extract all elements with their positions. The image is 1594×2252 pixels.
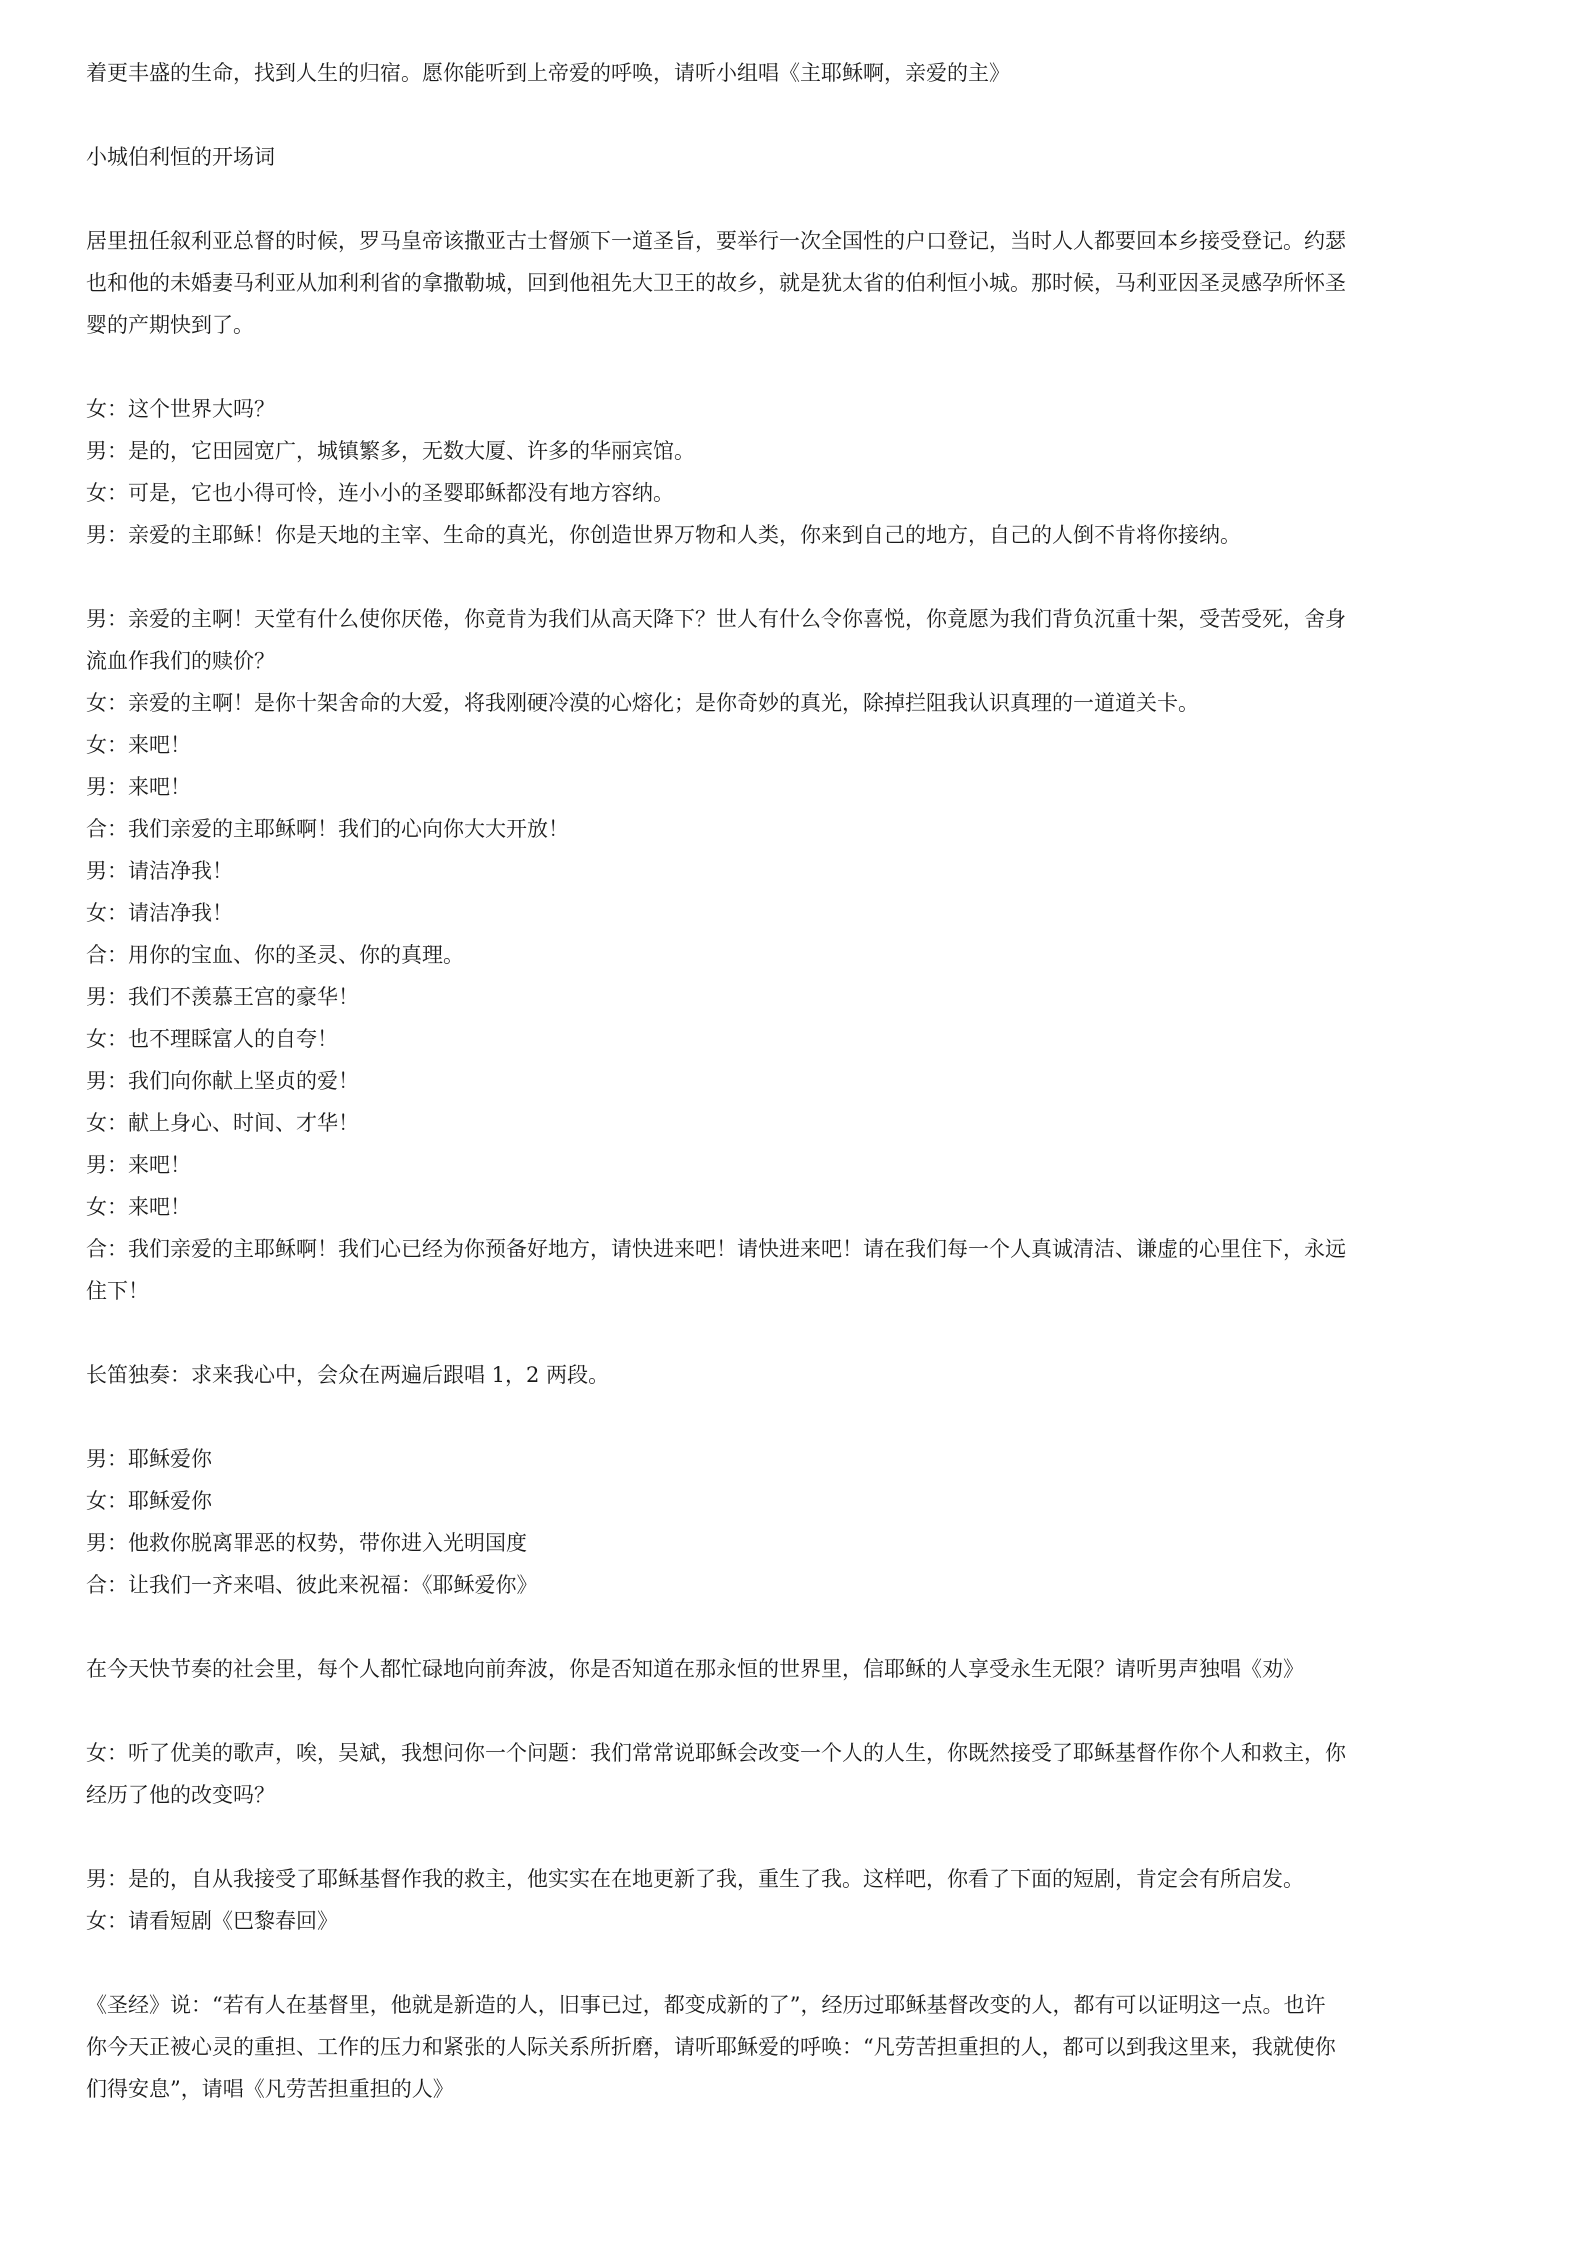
dialogue-line: 流血作我们的赎价？: [86, 649, 275, 673]
dialogue-line: 男：亲爱的主啊！天堂有什么使你厌倦，你竟肯为我们从高天降下？世人有什么令你喜悦，你竟愿为我们背负沉重十架，受苦受死，舍身: [86, 607, 1346, 631]
flute-solo-line: 长笛独奏：求来我心中，会众在两遍后跟唱 1，2 两段。: [86, 1363, 610, 1387]
dialogue-line: 男：是的，它田园宽广，城镇繁多，无数大厦、许多的华丽宾馆。: [86, 439, 695, 463]
dialogue-line: 女：来吧！: [86, 1195, 191, 1219]
section-title: 小城伯利恒的开场词: [86, 145, 275, 169]
dialogue-block-3: [86, 1438, 1514, 1606]
dialogue-line: 男：我们向你献上坚贞的爱！: [86, 1069, 359, 1093]
scripture-paragraph: [86, 1984, 1514, 2110]
scripture-line: 《圣经》说：“若有人在基督里，他就是新造的人，旧事已过，都变成新的了”，经历过耶稣基督改变的人，都有可以证明这一点。也许: [86, 1993, 1326, 2017]
scripture-line: 你今天正被心灵的重担、工作的压力和紧张的人际关系所折磨，请听耶稣爱的呼唤：“凡劳苦担重担的人，都可以到我这里来，我就使你: [86, 2035, 1336, 2059]
dialogue-line: 男：来吧！: [86, 775, 191, 799]
dialogue-line: 女：来吧！: [86, 733, 191, 757]
dialogue-line: 合：我们亲爱的主耶稣啊！我们的心向你大大开放！: [86, 817, 569, 841]
question-paragraph: [86, 1732, 1514, 1816]
flute-solo-block: [86, 1354, 1514, 1396]
dialogue-line: 男：是的，自从我接受了耶稣基督作我的救主，他实实在在地更新了我，重生了我。这样吧，你看了下面的短剧，肯定会有所启发。: [86, 1867, 1304, 1891]
dialogue-line: 合：我们亲爱的主耶稣啊！我们心已经为你预备好地方，请快进来吧！请快进来吧！请在我们每一个人真诚清洁、谦虚的心里住下，永远: [86, 1237, 1346, 1261]
dialogue-line: 女：耶稣爱你: [86, 1489, 212, 1513]
dialogue-line: 合：用你的宝血、你的圣灵、你的真理。: [86, 943, 464, 967]
dialogue-line: 男：他救你脱离罪恶的权势，带你进入光明国度: [86, 1531, 527, 1555]
narration-paragraph: [86, 220, 1514, 346]
dialogue-line: 女：亲爱的主啊！是你十架舍命的大爱，将我刚硬冷漠的心熔化；是你奇妙的真光，除掉拦阻我认识真理的一道道关卡。: [86, 691, 1199, 715]
dialogue-line: 男：请洁净我！: [86, 859, 233, 883]
narration-line: 居里扭任叙利亚总督的时候，罗马皇帝该撒亚古士督颁下一道圣旨，要举行一次全国性的户口登记，当时人人都要回本乡接受登记。约瑟: [86, 229, 1346, 253]
dialogue-line: 男：我们不羡慕王宫的豪华！: [86, 985, 359, 1009]
dialogue-line: 女：这个世界大吗？: [86, 397, 275, 421]
dialogue-block-4: [86, 1858, 1514, 1942]
dialogue-line: 男：亲爱的主耶稣！你是天地的主宰、生命的真光，你创造世界万物和人类，你来到自己的地方，自己的人倒不肯将你接纳。: [86, 523, 1241, 547]
solo-paragraph: [86, 1648, 1514, 1690]
dialogue-line: 住下！: [86, 1279, 149, 1303]
dialogue-line: 男：耶稣爱你: [86, 1447, 212, 1471]
question-line: 女：听了优美的歌声，唉，吴斌，我想问你一个问题：我们常常说耶稣会改变一个人的人生，你既然接受了耶稣基督作你个人和救主，你: [86, 1741, 1346, 1765]
narration-line: 也和他的未婚妻马利亚从加利利省的拿撒勒城，回到他祖先大卫王的故乡，就是犹太省的伯利恒小城。那时候，马利亚因圣灵感孕所怀圣: [86, 271, 1346, 295]
dialogue-line: 女：可是，它也小得可怜，连小小的圣婴耶稣都没有地方容纳。: [86, 481, 674, 505]
dialogue-line: 男：来吧！: [86, 1153, 191, 1177]
solo-line: 在今天快节奏的社会里，每个人都忙碌地向前奔波，你是否知道在那永恒的世界里，信耶稣的人享受永生无限？请听男声独唱《劝》: [86, 1657, 1304, 1681]
dialogue-line: 女：请看短剧《巴黎春回》: [86, 1909, 338, 1933]
dialogue-line: 女：也不理睬富人的自夸！: [86, 1027, 338, 1051]
dialogue-block-2: [86, 598, 1514, 1312]
narration-line: 婴的产期快到了。: [86, 313, 254, 337]
dialogue-line: 合：让我们一齐来唱、彼此来祝福：《耶稣爱你》: [86, 1573, 538, 1597]
intro-line: 着更丰盛的生命，找到人生的归宿。愿你能听到上帝爱的呼唤，请听小组唱《主耶稣啊，亲爱的主》: [86, 61, 1010, 85]
section-title-block: [86, 136, 1514, 178]
question-line: 经历了他的改变吗？: [86, 1783, 275, 1807]
dialogue-block-1: [86, 388, 1514, 556]
dialogue-line: 女：献上身心、时间、才华！: [86, 1111, 359, 1135]
intro-line-block: [86, 52, 1514, 94]
scripture-line: 们得安息”，请唱《凡劳苦担重担的人》: [86, 2077, 454, 2101]
dialogue-line: 女：请洁净我！: [86, 901, 233, 925]
